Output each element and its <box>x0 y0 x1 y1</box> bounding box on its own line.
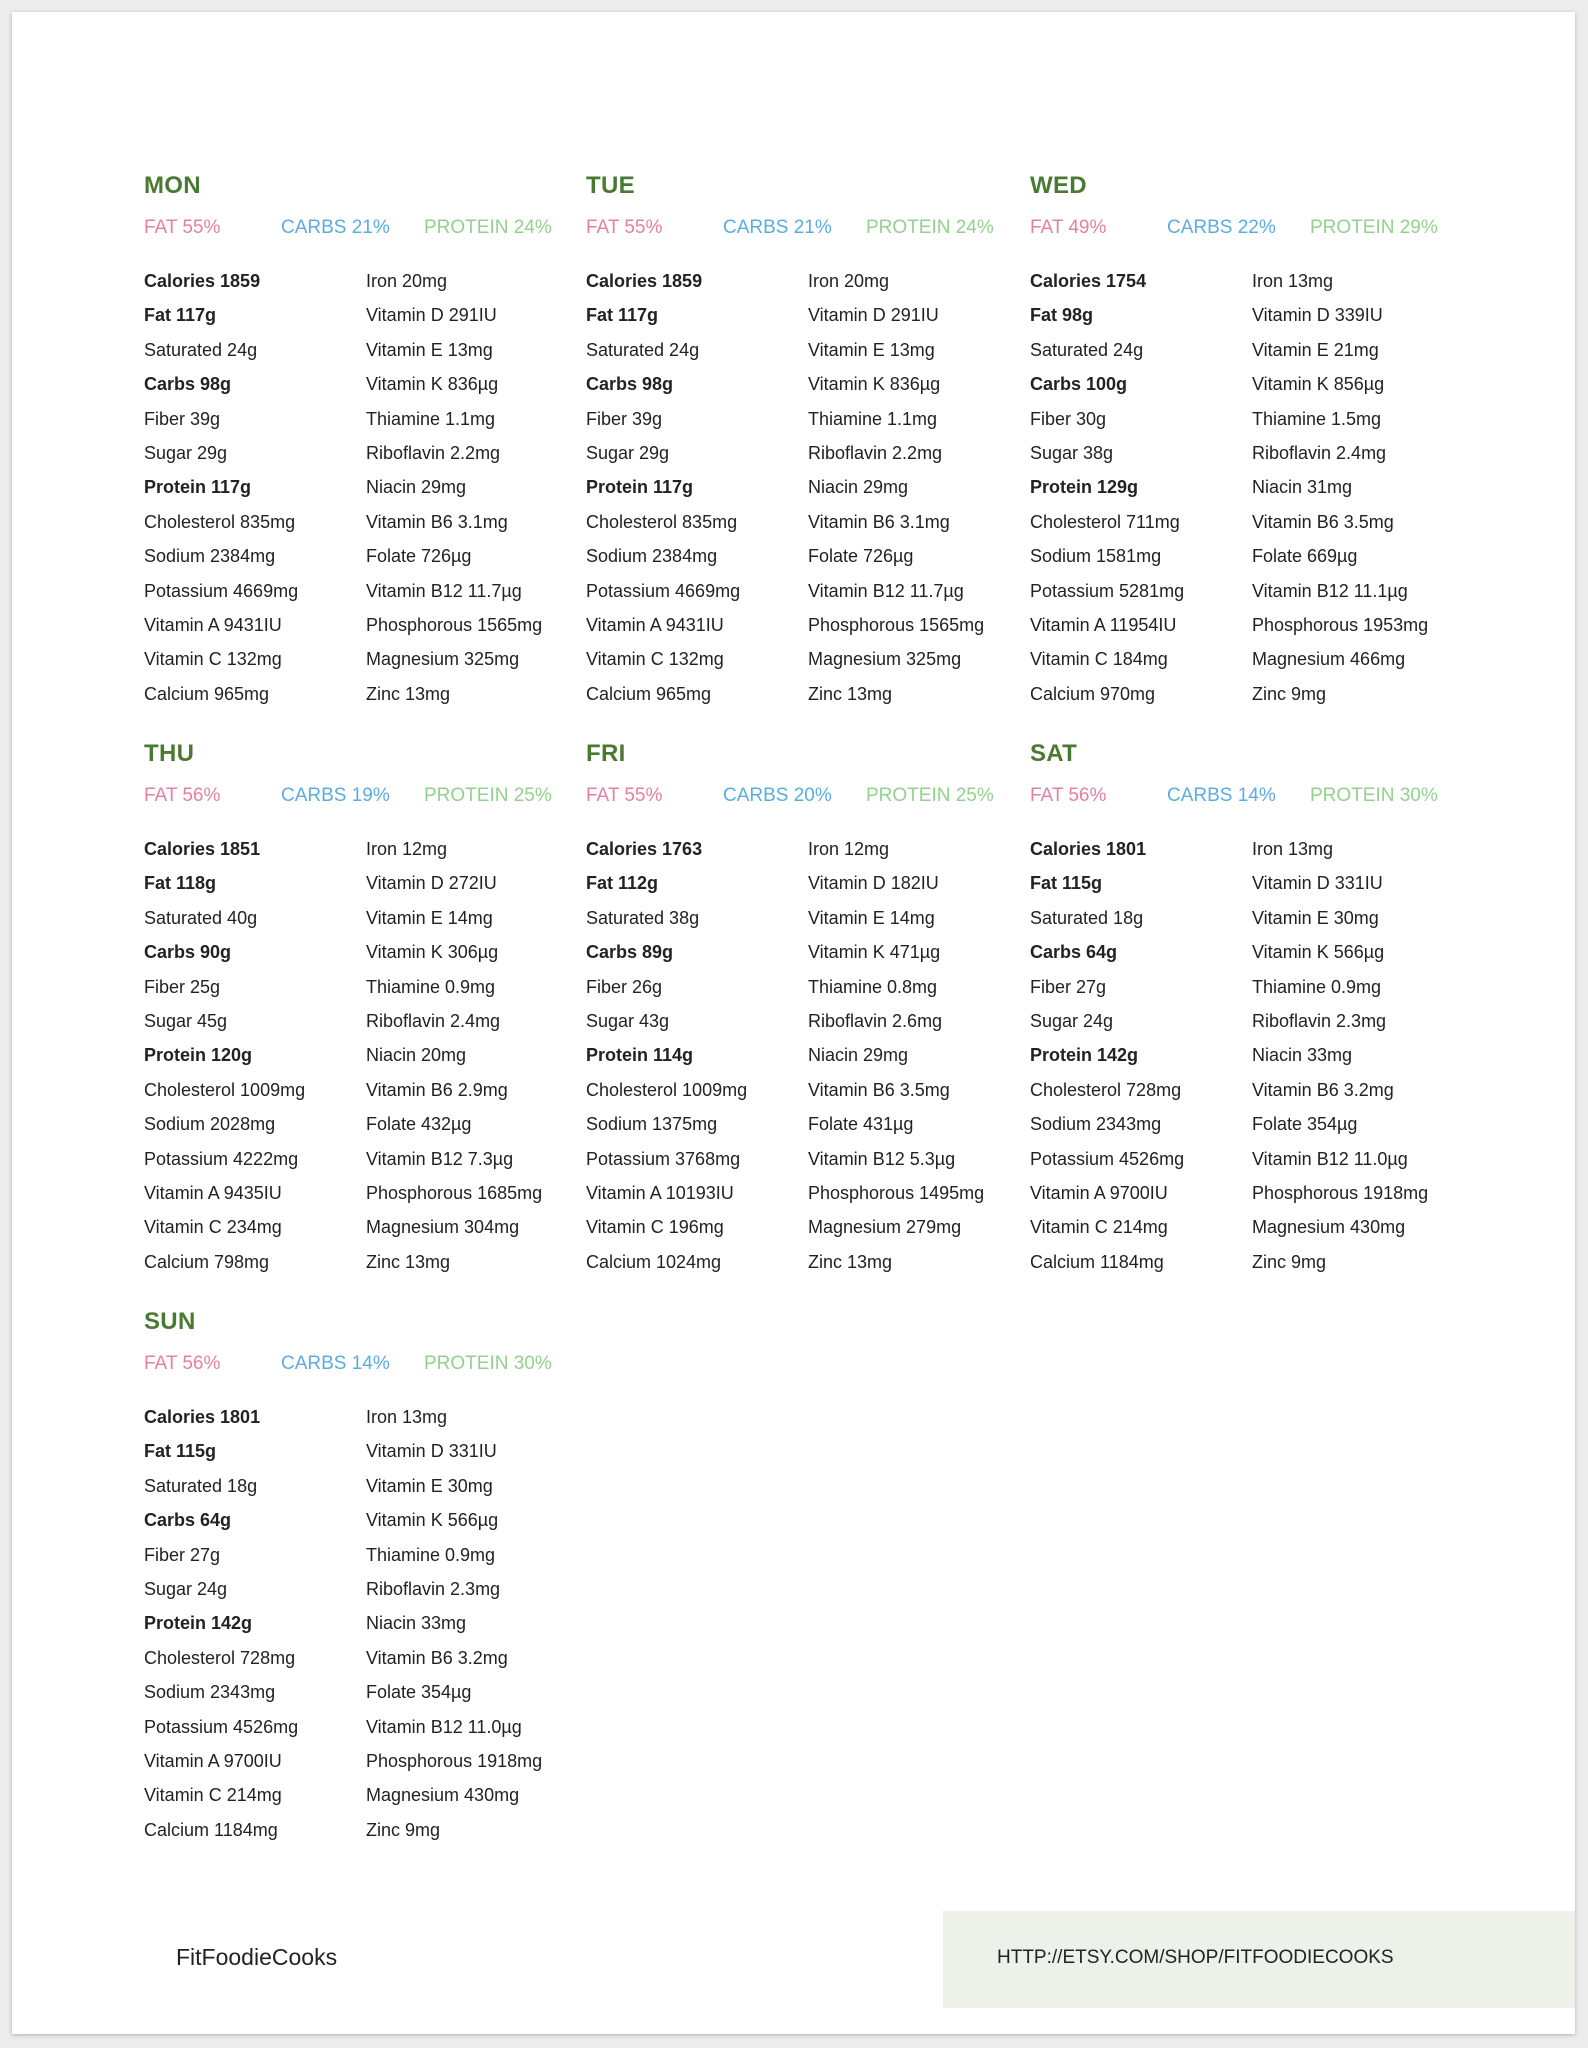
nutrient-item: Vitamin A 9435IU <box>144 1183 282 1203</box>
nutrient-item: Protein 114g <box>586 1045 694 1066</box>
carbs-percentage: CARBS 22% <box>1167 217 1276 238</box>
nutrient-item: Vitamin E 14mg <box>366 907 493 928</box>
nutrient-item: Riboflavin 2.3mg <box>1252 1011 1387 1031</box>
nutrient-item: Vitamin E 30mg <box>366 1475 493 1496</box>
day-title: THU <box>144 740 195 767</box>
nutrient-item: Vitamin B12 11.1µg <box>1252 580 1408 601</box>
nutrient-item: Potassium 4669mg <box>586 580 741 601</box>
nutrient-item: Calories 1763 <box>586 839 703 859</box>
nutrient-item: Thiamine 0.8mg <box>808 976 938 997</box>
nutrient-item: Fat 117g <box>144 305 217 326</box>
nutrient-item: Thiamine 0.9mg <box>366 1544 496 1565</box>
carbs-percentage: CARBS 20% <box>723 785 832 806</box>
nutrient-item: Vitamin A 10193IU <box>586 1183 734 1203</box>
nutrient-item: Fat 98g <box>1030 305 1094 326</box>
nutrient-item: Calories 1754 <box>1030 271 1147 291</box>
nutrient-item: Folate 432µg <box>366 1114 472 1135</box>
nutrient-item: Sodium 2343mg <box>144 1682 276 1703</box>
nutrient-item: Calories 1859 <box>586 271 703 291</box>
nutrient-item: Zinc 9mg <box>366 1819 441 1840</box>
carbs-percentage: CARBS 21% <box>723 217 832 238</box>
nutrient-item: Cholesterol 1009mg <box>144 1079 306 1100</box>
nutrient-item: Iron 12mg <box>366 839 448 859</box>
nutrient-item: Vitamin D 331IU <box>366 1441 497 1462</box>
nutrient-item: Fiber 26g <box>586 976 663 997</box>
nutrient-item: Carbs 90g <box>144 942 232 963</box>
brand-name: FitFoodieCooks <box>176 1944 338 1970</box>
nutrient-item: Riboflavin 2.2mg <box>808 443 943 463</box>
nutrient-item: Carbs 100g <box>1030 374 1128 395</box>
nutrient-item: Saturated 24g <box>586 339 700 360</box>
nutrient-item: Carbs 98g <box>586 374 674 395</box>
nutrient-item: Calories 1801 <box>1030 839 1147 859</box>
nutrient-item: Fat 112g <box>586 873 659 894</box>
nutrient-item: Phosphorous 1685mg <box>366 1183 543 1203</box>
nutrient-item: Thiamine 1.5mg <box>1252 408 1382 429</box>
nutrient-item: Protein 142g <box>144 1613 253 1634</box>
protein-percentage: PROTEIN 25% <box>424 785 552 806</box>
nutrient-item: Niacin 33mg <box>366 1613 467 1634</box>
nutrient-item: Carbs 64g <box>144 1510 232 1531</box>
nutrient-item: Potassium 5281mg <box>1030 580 1185 601</box>
nutrient-item: Sodium 2384mg <box>586 546 718 567</box>
nutrient-item: Potassium 4669mg <box>144 580 299 601</box>
nutrient-item: Magnesium 430mg <box>1252 1217 1406 1238</box>
nutrient-item: Vitamin E 21mg <box>1252 339 1379 360</box>
nutrient-item: Vitamin E 30mg <box>1252 907 1379 928</box>
carbs-percentage: CARBS 21% <box>281 217 390 238</box>
nutrient-item: Vitamin B12 11.0µg <box>1252 1148 1408 1169</box>
nutrient-item: Vitamin B6 3.5mg <box>808 1079 950 1100</box>
fat-percentage: FAT 56% <box>144 1353 221 1374</box>
nutrient-item: Phosphorous 1953mg <box>1252 615 1429 635</box>
nutrient-item: Vitamin C 132mg <box>586 649 724 670</box>
nutrient-item: Sodium 1581mg <box>1030 546 1162 567</box>
footer-url-box <box>943 1911 1575 2008</box>
nutrient-item: Vitamin E 13mg <box>366 339 493 360</box>
nutrient-item: Sodium 1375mg <box>586 1114 718 1135</box>
nutrient-item: Calcium 965mg <box>586 683 712 704</box>
nutrient-item: Vitamin K 836µg <box>808 374 941 395</box>
fat-percentage: FAT 55% <box>586 785 663 806</box>
protein-percentage: PROTEIN 25% <box>866 785 994 806</box>
nutrient-item: Saturated 38g <box>586 907 700 928</box>
nutrient-item: Fiber 27g <box>1030 976 1107 997</box>
nutrient-item: Sugar 43g <box>586 1011 670 1031</box>
nutrient-item: Vitamin K 566µg <box>366 1510 499 1531</box>
nutrient-item: Riboflavin 2.4mg <box>366 1011 501 1031</box>
nutrient-item: Phosphorous 1918mg <box>1252 1183 1429 1203</box>
nutrient-item: Phosphorous 1918mg <box>366 1751 543 1771</box>
day-title: SUN <box>144 1308 196 1335</box>
nutrient-item: Sodium 2028mg <box>144 1114 276 1135</box>
nutrient-item: Vitamin K 471µg <box>808 942 941 963</box>
nutrient-item: Vitamin B6 3.2mg <box>366 1647 508 1668</box>
nutrient-item: Calcium 1184mg <box>1030 1251 1164 1272</box>
nutrient-item: Riboflavin 2.6mg <box>808 1011 943 1031</box>
nutrient-item: Thiamine 0.9mg <box>366 976 496 997</box>
nutrient-item: Iron 13mg <box>1252 839 1334 859</box>
nutrient-item: Sugar 29g <box>144 443 228 463</box>
nutrient-item: Iron 13mg <box>366 1407 448 1427</box>
protein-percentage: PROTEIN 24% <box>424 217 552 238</box>
nutrient-item: Vitamin K 566µg <box>1252 942 1385 963</box>
nutrient-item: Cholesterol 1009mg <box>586 1079 748 1100</box>
nutrient-item: Iron 20mg <box>808 271 890 291</box>
nutrient-item: Folate 431µg <box>808 1114 914 1135</box>
nutrient-item: Fat 115g <box>1030 873 1103 894</box>
nutrient-item: Vitamin B6 3.5mg <box>1252 511 1394 532</box>
nutrient-item: Magnesium 430mg <box>366 1785 520 1806</box>
nutrient-item: Calcium 970mg <box>1030 683 1156 704</box>
nutrient-item: Vitamin C 214mg <box>1030 1217 1168 1238</box>
nutrient-item: Zinc 13mg <box>366 683 451 704</box>
nutrient-item: Vitamin B12 7.3µg <box>366 1148 514 1169</box>
nutrient-item: Zinc 9mg <box>1252 683 1327 704</box>
nutrient-item: Carbs 89g <box>586 942 674 963</box>
nutrient-item: Potassium 4526mg <box>144 1716 299 1737</box>
nutrient-item: Calcium 798mg <box>144 1251 270 1272</box>
nutrient-item: Niacin 20mg <box>366 1045 467 1066</box>
nutrient-item: Vitamin C 234mg <box>144 1217 282 1238</box>
nutrient-item: Fat 117g <box>586 305 659 326</box>
nutrient-item: Vitamin K 306µg <box>366 942 499 963</box>
nutrient-item: Magnesium 466mg <box>1252 649 1406 670</box>
nutrient-item: Folate 726µg <box>366 546 472 567</box>
nutrient-item: Fiber 30g <box>1030 408 1107 429</box>
nutrient-item: Fiber 25g <box>144 976 221 997</box>
nutrient-item: Fat 118g <box>144 873 217 894</box>
nutrient-item: Carbs 98g <box>144 374 232 395</box>
nutrient-item: Sugar 45g <box>144 1011 228 1031</box>
protein-percentage: PROTEIN 29% <box>1310 217 1438 238</box>
nutrient-item: Thiamine 0.9mg <box>1252 976 1382 997</box>
protein-percentage: PROTEIN 30% <box>1310 785 1438 806</box>
nutrient-item: Cholesterol 728mg <box>1030 1079 1182 1100</box>
nutrient-item: Vitamin K 856µg <box>1252 374 1385 395</box>
nutrient-item: Carbs 64g <box>1030 942 1118 963</box>
nutrient-item: Thiamine 1.1mg <box>366 408 496 429</box>
day-title: WED <box>1030 172 1087 199</box>
nutrient-item: Zinc 9mg <box>1252 1251 1327 1272</box>
nutrient-item: Fiber 27g <box>144 1544 221 1565</box>
carbs-percentage: CARBS 14% <box>281 1353 390 1374</box>
nutrient-item: Niacin 29mg <box>808 477 909 498</box>
nutrient-item: Sodium 2384mg <box>144 546 276 567</box>
nutrient-item: Niacin 29mg <box>366 477 467 498</box>
nutrient-item: Calories 1801 <box>144 1407 261 1427</box>
protein-percentage: PROTEIN 24% <box>866 217 994 238</box>
nutrient-item: Sugar 29g <box>586 443 670 463</box>
nutrient-item: Vitamin B6 3.2mg <box>1252 1079 1394 1100</box>
nutrient-item: Zinc 13mg <box>366 1251 451 1272</box>
nutrient-item: Vitamin D 272IU <box>366 873 497 894</box>
nutrient-item: Vitamin A 9431IU <box>586 615 724 635</box>
nutrient-item: Phosphorous 1565mg <box>808 615 985 635</box>
nutrient-item: Protein 142g <box>1030 1045 1139 1066</box>
nutrient-item: Vitamin D 182IU <box>808 873 939 894</box>
nutrient-item: Vitamin B12 11.0µg <box>366 1716 522 1737</box>
nutrient-item: Vitamin E 14mg <box>808 907 935 928</box>
nutrient-item: Calcium 1184mg <box>144 1819 278 1840</box>
nutrient-item: Fiber 39g <box>144 408 221 429</box>
nutrition-page <box>12 12 1575 2034</box>
day-title: SAT <box>1030 740 1078 767</box>
nutrient-item: Vitamin D 331IU <box>1252 873 1383 894</box>
nutrient-item: Saturated 18g <box>144 1475 258 1496</box>
nutrient-item: Phosphorous 1565mg <box>366 615 543 635</box>
nutrient-item: Vitamin B12 5.3µg <box>808 1148 956 1169</box>
nutrient-item: Saturated 24g <box>144 339 258 360</box>
nutrient-item: Vitamin C 196mg <box>586 1217 724 1238</box>
nutrient-item: Vitamin D 291IU <box>808 305 939 326</box>
day-title: TUE <box>586 172 635 199</box>
nutrient-item: Calcium 965mg <box>144 683 270 704</box>
nutrient-item: Calories 1851 <box>144 839 261 859</box>
nutrient-item: Sodium 2343mg <box>1030 1114 1162 1135</box>
nutrient-item: Vitamin B12 11.7µg <box>366 580 522 601</box>
nutrient-item: Vitamin D 339IU <box>1252 305 1383 326</box>
nutrient-item: Niacin 33mg <box>1252 1045 1353 1066</box>
nutrient-item: Riboflavin 2.2mg <box>366 443 501 463</box>
nutrient-item: Riboflavin 2.4mg <box>1252 443 1387 463</box>
nutrient-item: Vitamin B6 3.1mg <box>366 511 508 532</box>
nutrient-item: Potassium 4222mg <box>144 1148 299 1169</box>
nutrient-item: Vitamin A 9431IU <box>144 615 282 635</box>
protein-percentage: PROTEIN 30% <box>424 1353 552 1374</box>
nutrient-item: Vitamin C 184mg <box>1030 649 1168 670</box>
nutrient-item: Folate 669µg <box>1252 546 1358 567</box>
nutrient-item: Magnesium 304mg <box>366 1217 520 1238</box>
fat-percentage: FAT 55% <box>586 217 663 238</box>
nutrient-item: Vitamin K 836µg <box>366 374 499 395</box>
nutrient-item: Sugar 38g <box>1030 443 1114 463</box>
nutrient-item: Cholesterol 835mg <box>144 511 296 532</box>
nutrient-item: Vitamin E 13mg <box>808 339 935 360</box>
fat-percentage: FAT 56% <box>144 785 221 806</box>
nutrient-item: Zinc 13mg <box>808 683 893 704</box>
nutrient-item: Saturated 40g <box>144 907 258 928</box>
nutrient-item: Vitamin A 11954IU <box>1030 615 1177 635</box>
nutrient-item: Folate 726µg <box>808 546 914 567</box>
nutrient-item: Vitamin A 9700IU <box>1030 1183 1168 1203</box>
nutrient-item: Magnesium 279mg <box>808 1217 962 1238</box>
nutrient-item: Potassium 4526mg <box>1030 1148 1185 1169</box>
nutrient-item: Vitamin C 214mg <box>144 1785 282 1806</box>
nutrient-item: Protein 120g <box>144 1045 253 1066</box>
nutrient-item: Folate 354µg <box>1252 1114 1358 1135</box>
carbs-percentage: CARBS 19% <box>281 785 390 806</box>
nutrient-item: Thiamine 1.1mg <box>808 408 938 429</box>
nutrient-item: Iron 13mg <box>1252 271 1334 291</box>
shop-url-link[interactable]: HTTP://ETSY.COM/SHOP/FITFOODIECOOKS <box>997 1947 1394 1968</box>
nutrient-item: Sugar 24g <box>144 1579 228 1599</box>
nutrient-item: Niacin 29mg <box>808 1045 909 1066</box>
nutrient-item: Iron 20mg <box>366 271 448 291</box>
nutrient-item: Magnesium 325mg <box>366 649 520 670</box>
fat-percentage: FAT 49% <box>1030 217 1107 238</box>
nutrient-item: Cholesterol 711mg <box>1030 511 1180 532</box>
day-title: FRI <box>586 740 626 767</box>
nutrient-item: Phosphorous 1495mg <box>808 1183 985 1203</box>
nutrient-item: Vitamin B12 11.7µg <box>808 580 964 601</box>
nutrient-item: Saturated 24g <box>1030 339 1144 360</box>
nutrient-item: Vitamin D 291IU <box>366 305 497 326</box>
nutrient-item: Magnesium 325mg <box>808 649 962 670</box>
nutrient-item: Zinc 13mg <box>808 1251 893 1272</box>
nutrient-item: Cholesterol 728mg <box>144 1647 296 1668</box>
nutrient-item: Vitamin C 132mg <box>144 649 282 670</box>
nutrient-item: Cholesterol 835mg <box>586 511 738 532</box>
fat-percentage: FAT 56% <box>1030 785 1107 806</box>
nutrient-item: Protein 117g <box>144 477 252 498</box>
nutrient-item: Saturated 18g <box>1030 907 1144 928</box>
nutrient-item: Fiber 39g <box>586 408 663 429</box>
nutrient-item: Fat 115g <box>144 1441 217 1462</box>
nutrient-item: Vitamin B6 3.1mg <box>808 511 950 532</box>
nutrient-item: Protein 129g <box>1030 477 1139 498</box>
nutrient-item: Calories 1859 <box>144 271 261 291</box>
fat-percentage: FAT 55% <box>144 217 221 238</box>
nutrient-item: Potassium 3768mg <box>586 1148 741 1169</box>
nutrient-item: Protein 117g <box>586 477 694 498</box>
nutrient-item: Iron 12mg <box>808 839 890 859</box>
nutrient-item: Calcium 1024mg <box>586 1251 722 1272</box>
day-title: MON <box>144 172 201 199</box>
nutrient-item: Vitamin A 9700IU <box>144 1751 282 1771</box>
nutrient-item: Vitamin B6 2.9mg <box>366 1079 508 1100</box>
carbs-percentage: CARBS 14% <box>1167 785 1276 806</box>
nutrient-item: Riboflavin 2.3mg <box>366 1579 501 1599</box>
nutrient-item: Niacin 31mg <box>1252 477 1353 498</box>
nutrient-item: Sugar 24g <box>1030 1011 1114 1031</box>
nutrient-item: Folate 354µg <box>366 1682 472 1703</box>
